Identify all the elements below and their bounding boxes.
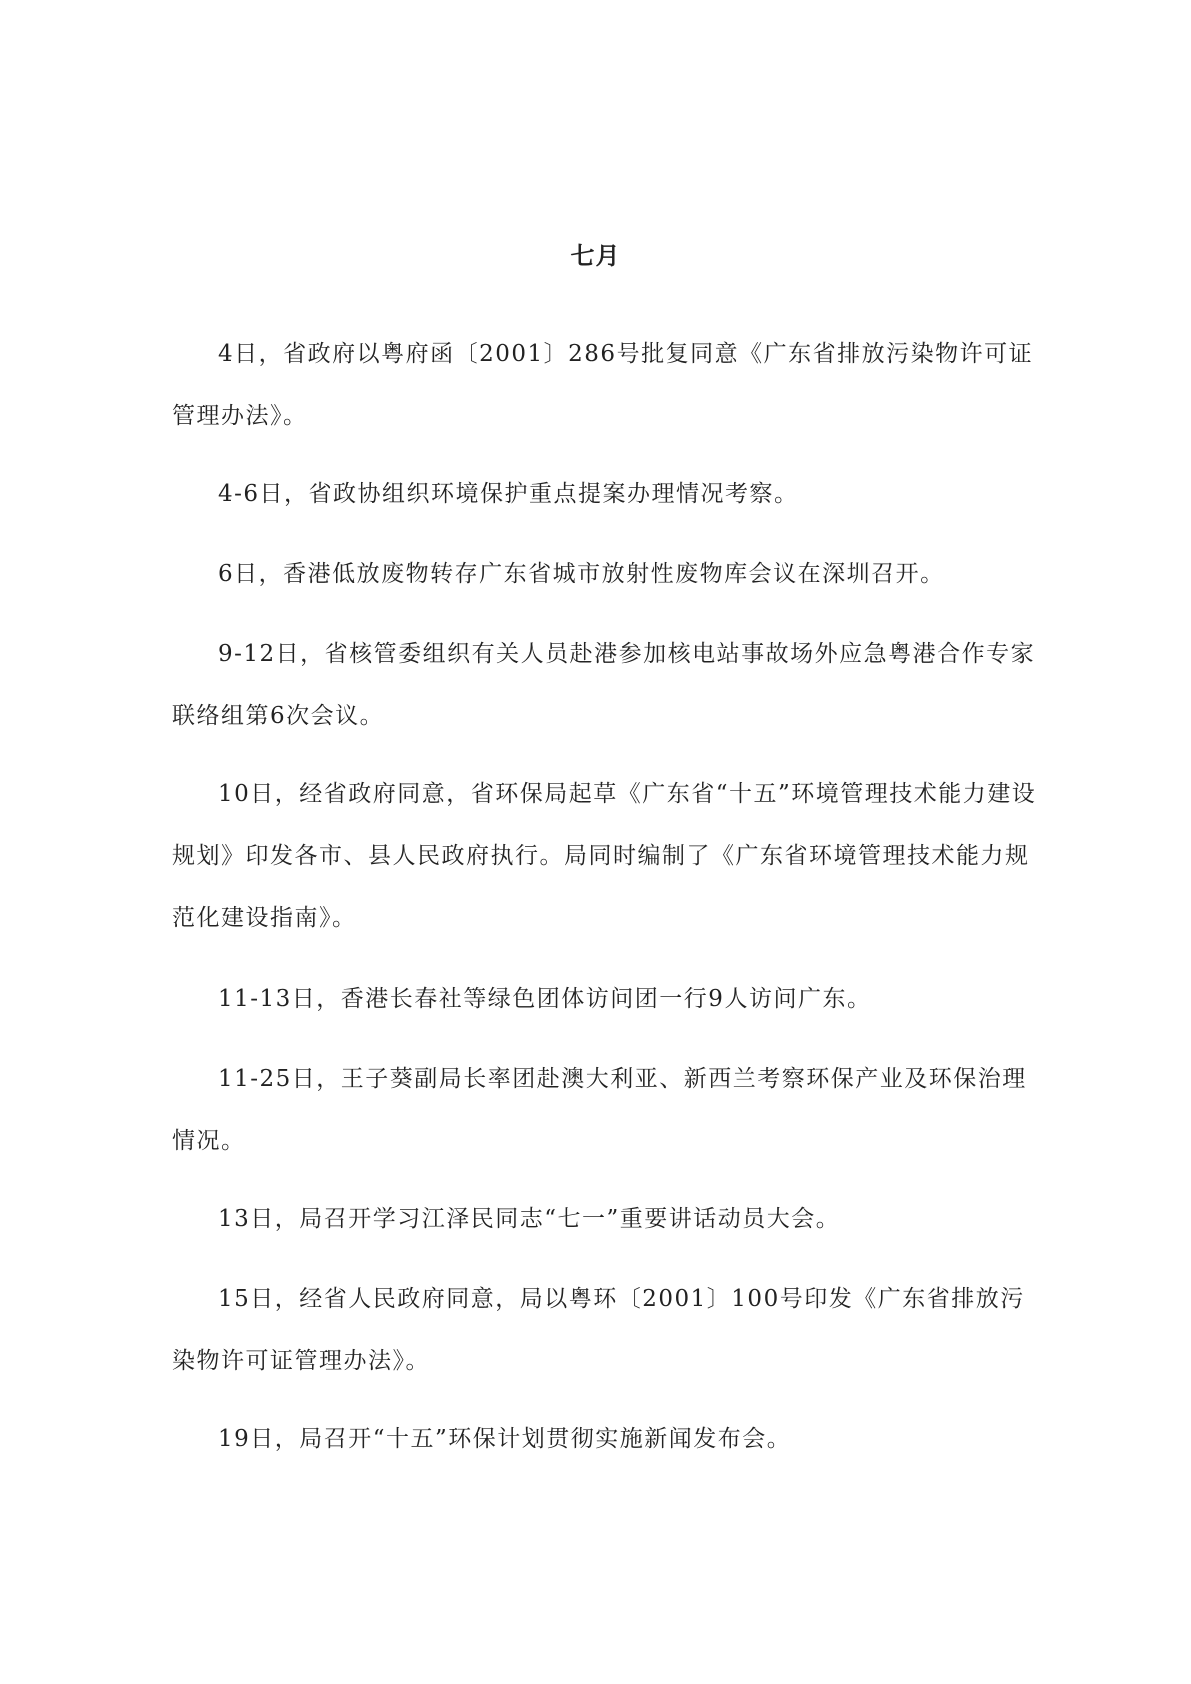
entry-paragraph: 9-12日，省核管委组织有关人员赴港参加核电站事故场外应急粤港合作专家联络组第6次会议。 bbox=[172, 641, 1036, 729]
entry-paragraph: 10日，经省政府同意，省环保局起草《广东省“十五”环境管理技术能力建设规划》印发各市、县人民政府执行。局同时编制了《广东省环境管理技术能力规范化建设指南》。 bbox=[172, 781, 1037, 931]
entry-paragraph: 19日，局召开“十五”环保计划贯彻实施新闻发布会。 bbox=[218, 1426, 792, 1452]
month-heading: 七月 bbox=[570, 241, 621, 270]
entry-paragraph: 11-25日，王子葵副局长率团赴澳大利亚、新西兰考察环保产业及环保治理情况。 bbox=[172, 1066, 1027, 1154]
entry-paragraph: 4日，省政府以粤府函〔2001〕286号批复同意《广东省排放污染物许可证管理办法》。 bbox=[172, 341, 1034, 429]
entry-paragraph: 11-13日，香港长春社等绿色团体访问团一行9人访问广东。 bbox=[218, 986, 872, 1012]
entry-paragraph: 15日，经省人民政府同意，局以粤环〔2001〕100号印发《广东省排放污染物许可证管理办法》。 bbox=[172, 1286, 1025, 1374]
entry-paragraph: 4-6日，省政协组织环境保护重点提案办理情况考察。 bbox=[218, 481, 799, 507]
entry-paragraph: 6日，香港低放废物转存广东省城市放射性废物库会议在深圳召开。 bbox=[218, 561, 945, 587]
entry-paragraph: 13日，局召开学习江泽民同志“七一”重要讲话动员大会。 bbox=[218, 1206, 841, 1232]
